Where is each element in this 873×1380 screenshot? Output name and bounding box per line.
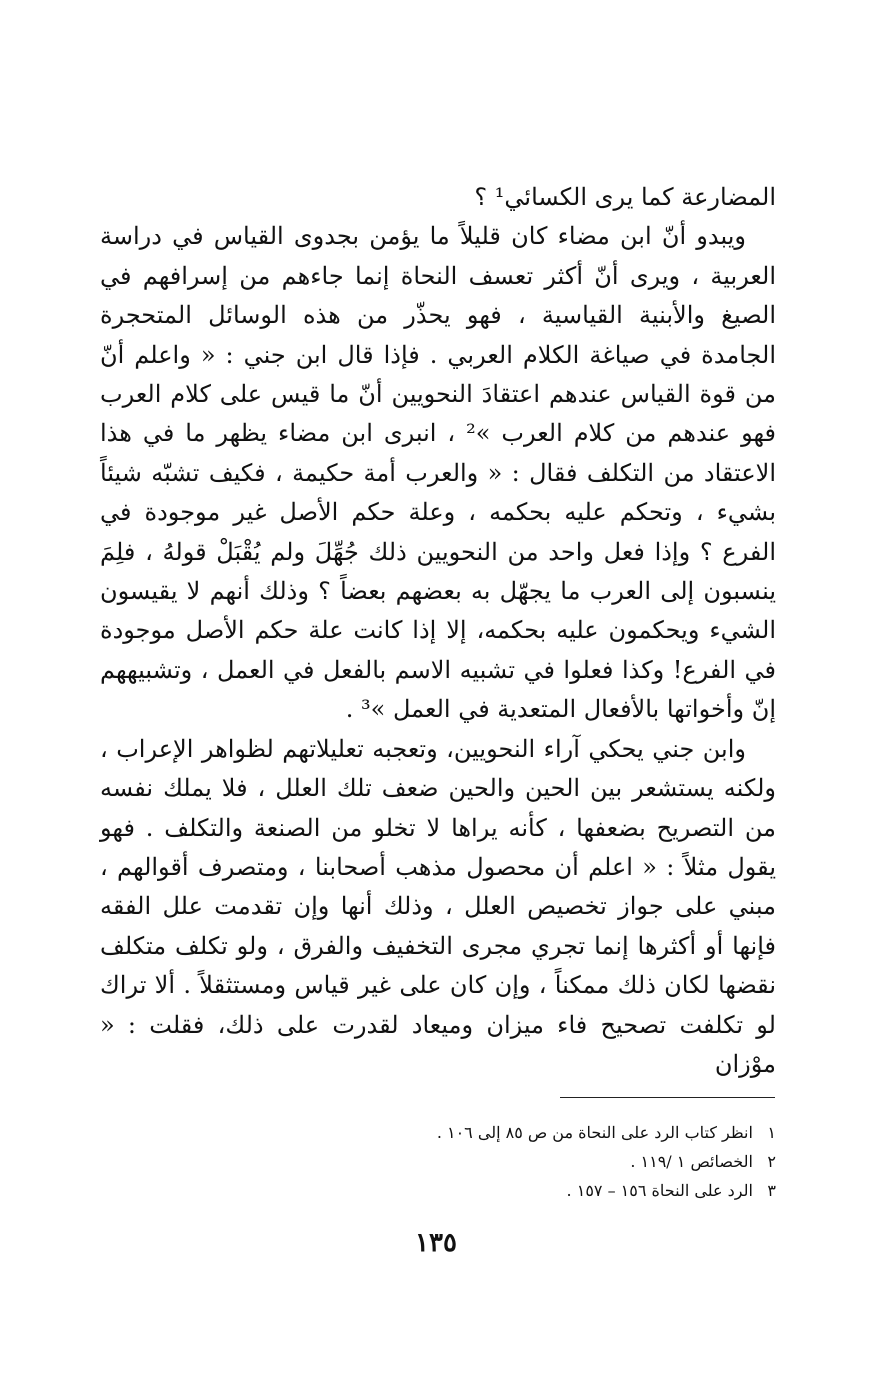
footnote-1 — [300, 1118, 776, 1147]
footnote-text: الخصائص ١ /١١٩ . — [630, 1152, 753, 1171]
footnote-text: الرد على النحاة ١٥٦ – ١٥٧ . — [566, 1181, 753, 1200]
paragraph-1: المضارعة كما يرى الكسائي¹ ؟ — [474, 183, 776, 211]
paragraph-3: وابن جني يحكي آراء النحويين، وتعجبه تعليلاتهم لظواهر الإعراب ، ولكنه يستشعر بين الحين والحين ضعف تلك العلل ، فلا يملك نفسه من التصريح بضعفها ، كأنه يراها لا تخلو من الصنعة والتكلف . فهو يقول مثلاً : « اعلم أن محصول مذهب أصحابنا ، ومتصرف أقوالهم ، مبني على جواز تخصيص العلل ، وذلك أنها وإن تقدمت علل الفقه فإنها أو أكثرها إنما تجري مجرى التخفيف والفرق ، ولو تكلف متكلف نقضها لكان ذلك ممكناً ، وإن كان على غير قياس ومستثقلاً . ألا تراك لو تكلفت تصحيح فاء ميزان وميعاد لقدرت على ذلك، فقلت : « موْزان — [100, 734, 776, 1078]
footnotes — [300, 1118, 776, 1205]
footnote-text: انظر كتاب الرد على النحاة من ص ٨٥ إلى ١٠٦ . — [436, 1123, 753, 1142]
footnote-number: ٢ — [767, 1152, 776, 1171]
footnote-separator — [560, 1097, 775, 1098]
footnote-number: ١ — [767, 1123, 776, 1142]
main-text — [100, 178, 776, 1084]
footnote-2 — [300, 1147, 776, 1176]
footnote-number: ٣ — [767, 1181, 776, 1200]
paragraph-2: ويبدو أنّ ابن مضاء كان قليلاً ما يؤمن بجدوى القياس في دراسة العربية ، ويرى أنّ أكثر تعسف النحاة إنما جاءهم من إسرافهم في الصيغ والأبنية القياسية ، فهو يحذّر من هذه الوسائل المتحجرة الجامدة في صياغة الكلام العربي . فإذا قال ابن جني : « واعلم أنّ من قوة القياس عندهم اعتقادَ النحويين أنّ ما قيس على كلام العرب فهو عندهم من كلام العرب »² ، انبرى ابن مضاء يظهر ما في هذا الاعتقاد من التكلف فقال : « والعرب أمة حكيمة ، فكيف تشبّه شيئاً بشيء ، وتحكم عليه بحكمه ، وعلة حكم الأصل غير موجودة في الفرع ؟ وإذا فعل واحد من النحويين ذلك جُهِّلَ ولم يُقْبَلْ قولهُ ، فلِمَ ينسبون إلى العرب ما يجهّل به بعضهم بعضاً ؟ وذلك أنهم لا يقيسون الشيء ويحكمون عليه بحكمه، إلا إذا كانت علة حكم الأصل موجودة في الفرع! وكذا فعلوا في تشبيه الاسم بالفعل في العمل ، وتشبيههم إنّ وأخواتها بالأفعال المتعدية في العمل »³ . — [100, 222, 777, 724]
page-number: ١٣٥ — [415, 1228, 457, 1258]
footnote-3 — [300, 1176, 776, 1205]
